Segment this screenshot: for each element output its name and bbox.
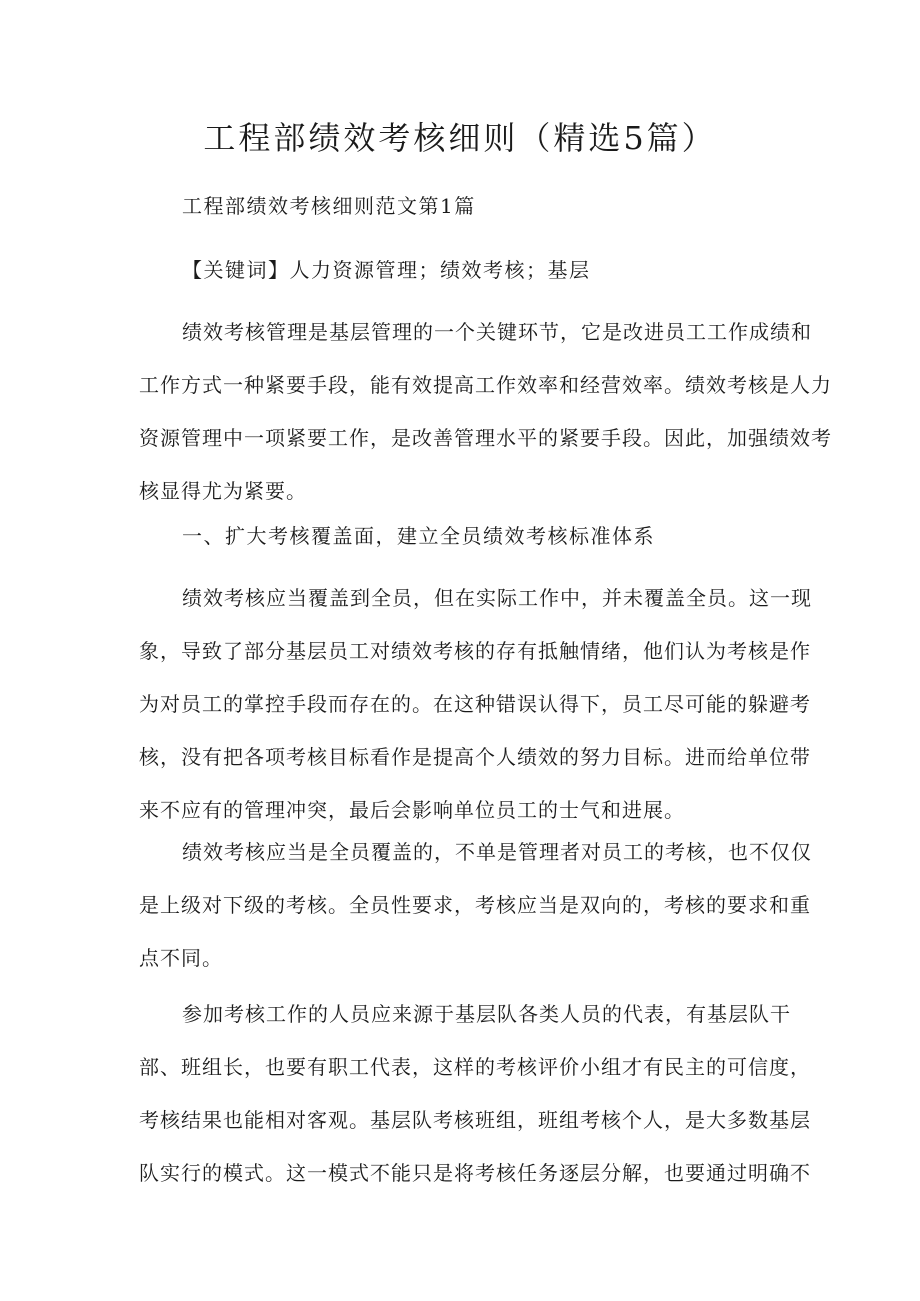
- paragraph-line: 绩效考核管理是基层管理的一个关键环节，它是改进员工工作成绩和: [182, 320, 812, 344]
- paragraph-line: 来不应有的管理冲突，最后会影响单位员工的士气和进展。: [139, 798, 685, 822]
- paragraph-4: [139, 1000, 811, 1212]
- paragraph-line: 点不同。: [139, 946, 223, 970]
- paragraph-line: 象，导致了部分基层员工对绩效考核的存有抵触情绪，他们认为考核是作: [139, 639, 811, 663]
- document-title: 工程部绩效考核细则（精选5篇）: [203, 119, 717, 157]
- paragraph-3: [139, 838, 812, 997]
- paragraph-line: 为对员工的掌控手段而存在的。在这种错误认得下，员工尽可能的躲避考: [139, 692, 811, 716]
- article-subtitle: 工程部绩效考核细则范文第1篇: [182, 194, 476, 218]
- keywords-line: 【关键词】人力资源管理；绩效考核；基层: [182, 258, 591, 282]
- paragraph-line: 队实行的模式。这一模式不能只是将考核任务逐层分解，也要通过明确不: [139, 1161, 811, 1185]
- paragraph-line: 绩效考核应当是全员覆盖的，不单是管理者对员工的考核，也不仅仅: [182, 840, 812, 864]
- paragraph-line: 是上级对下级的考核。全员性要求，考核应当是双向的，考核的要求和重: [139, 893, 811, 917]
- paragraph-line: 参加考核工作的人员应来源于基层队各类人员的代表，有基层队干: [182, 1002, 791, 1026]
- paragraph-line: 部、班组长，也要有职工代表，这样的考核评价小组才有民主的可信度，: [139, 1055, 811, 1079]
- section-heading: 一、扩大考核覆盖面，建立全员绩效考核标准体系: [182, 524, 655, 548]
- paragraph-line: 考核结果也能相对客观。基层队考核班组，班组考核个人，是大多数基层: [139, 1108, 811, 1132]
- paragraph-line: 资源管理中一项紧要工作，是改善管理水平的紧要手段。因此，加强绩效考: [139, 426, 832, 450]
- paragraph-2: [139, 584, 812, 849]
- paragraph-1: [139, 318, 832, 530]
- paragraph-line: 工作方式一种紧要手段，能有效提高工作效率和经营效率。绩效考核是人力: [139, 373, 832, 397]
- paragraph-line: 绩效考核应当覆盖到全员，但在实际工作中，并未覆盖全员。这一现: [182, 586, 812, 610]
- paragraph-line: 核显得尤为紧要。: [139, 479, 307, 503]
- paragraph-line: 核，没有把各项考核目标看作是提高个人绩效的努力目标。进而给单位带: [139, 745, 811, 769]
